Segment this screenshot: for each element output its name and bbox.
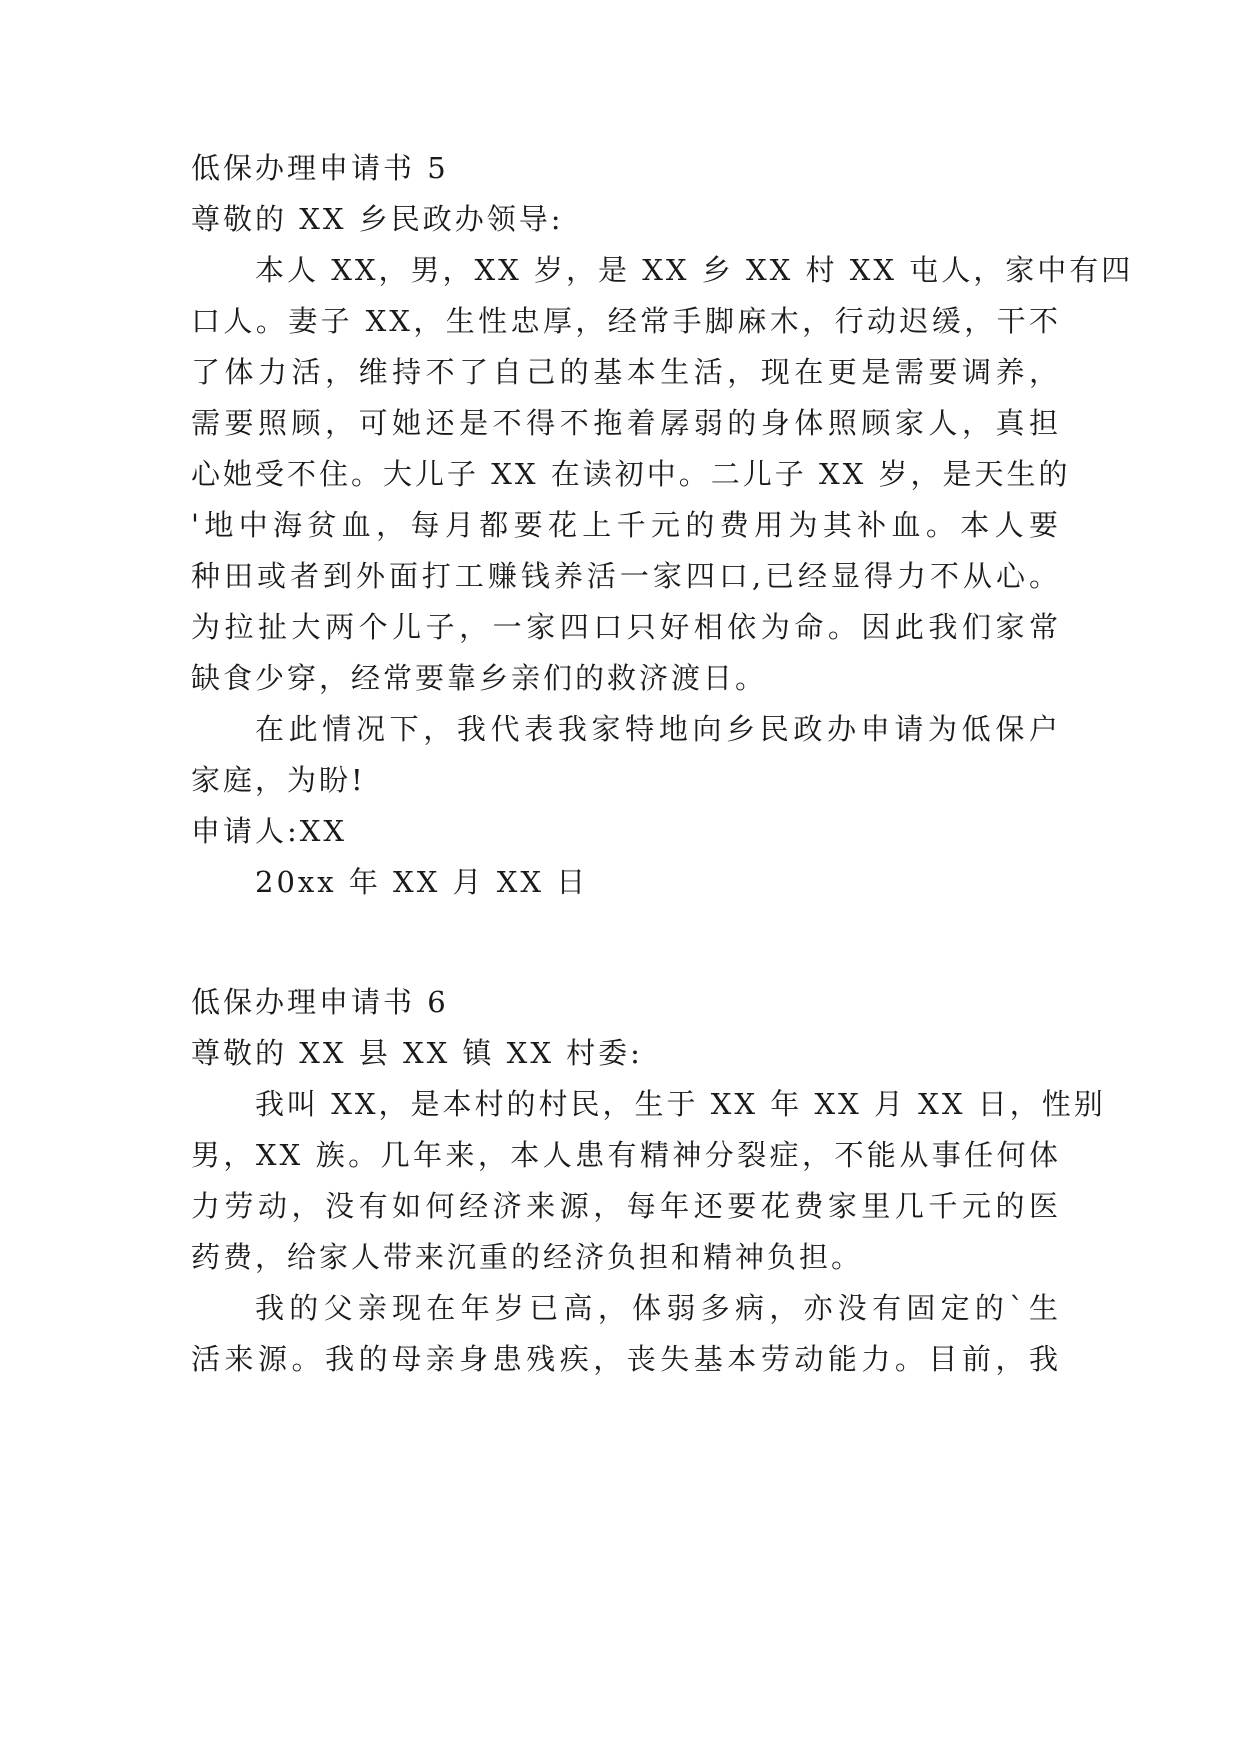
letter-5-paragraph-1-line: 需要照顾，可她还是不得不拖着孱弱的身体照顾家人，真担 xyxy=(191,406,1061,440)
letter-5-paragraph-2-line: 家庭，为盼! xyxy=(191,763,366,797)
letter-6-paragraph-1-line: 药费，给家人带来沉重的经济负担和精神负担。 xyxy=(191,1240,864,1274)
letter-5-paragraph-1-line: 为拉扯大两个儿子，一家四口只好相依为命。因此我们家常 xyxy=(191,610,1061,644)
letter-5-paragraph-1-line: '地中海贫血，每月都要花上千元的费用为其补血。本人要 xyxy=(191,508,1061,542)
letter-5-paragraph-1-line: 本人 XX，男，XX 岁，是 XX 乡 XX 村 XX 屯人，家中有四 xyxy=(255,253,1134,287)
letter-6-paragraph-1-line: 男，XX 族。几年来，本人患有精神分裂症，不能从事任何体 xyxy=(191,1138,1061,1172)
letter-6-paragraph-2-line: 活来源。我的母亲身患残疾，丧失基本劳动能力。目前，我 xyxy=(191,1342,1061,1376)
letter-5-paragraph-1-line: 缺食少穿，经常要靠乡亲们的救济渡日。 xyxy=(191,661,768,695)
letter-6-salutation: 尊敬的 XX 县 XX 镇 XX 村委: xyxy=(191,1036,643,1070)
letter-6-paragraph-1-line: 我叫 XX，是本村的村民，生于 XX 年 XX 月 XX 日，性别 xyxy=(255,1087,1106,1121)
letter-5-signature: 申请人:XX xyxy=(191,814,348,848)
letter-5-salutation: 尊敬的 XX 乡民政办领导: xyxy=(191,202,564,236)
letter-6-paragraph-1-line: 力劳动，没有如何经济来源，每年还要花费家里几千元的医 xyxy=(191,1189,1061,1223)
letter-5-date: 20xx 年 XX 月 XX 日 xyxy=(255,865,589,899)
letter-5-paragraph-1-line: 了体力活，维持不了自己的基本生活，现在更是需要调养， xyxy=(191,355,1061,389)
letter-6-paragraph-2-line: 我的父亲现在年岁已高，体弱多病，亦没有固定的`生 xyxy=(255,1291,1061,1325)
letter-5-paragraph-1-line: 种田或者到外面打工赚钱养活一家四口,已经显得力不从心。 xyxy=(191,559,1061,593)
letter-5-paragraph-2-line: 在此情况下，我代表我家特地向乡民政办申请为低保户 xyxy=(255,712,1061,746)
letter-6-title: 低保办理申请书 6 xyxy=(191,985,449,1019)
letter-5-title: 低保办理申请书 5 xyxy=(191,151,449,185)
letter-5-paragraph-1-line: 口人。妻子 XX，生性忠厚，经常手脚麻木，行动迟缓，干不 xyxy=(191,304,1061,338)
letter-5-paragraph-1-line: 心她受不住。大儿子 XX 在读初中。二儿子 XX 岁，是天生的 xyxy=(191,457,1071,491)
